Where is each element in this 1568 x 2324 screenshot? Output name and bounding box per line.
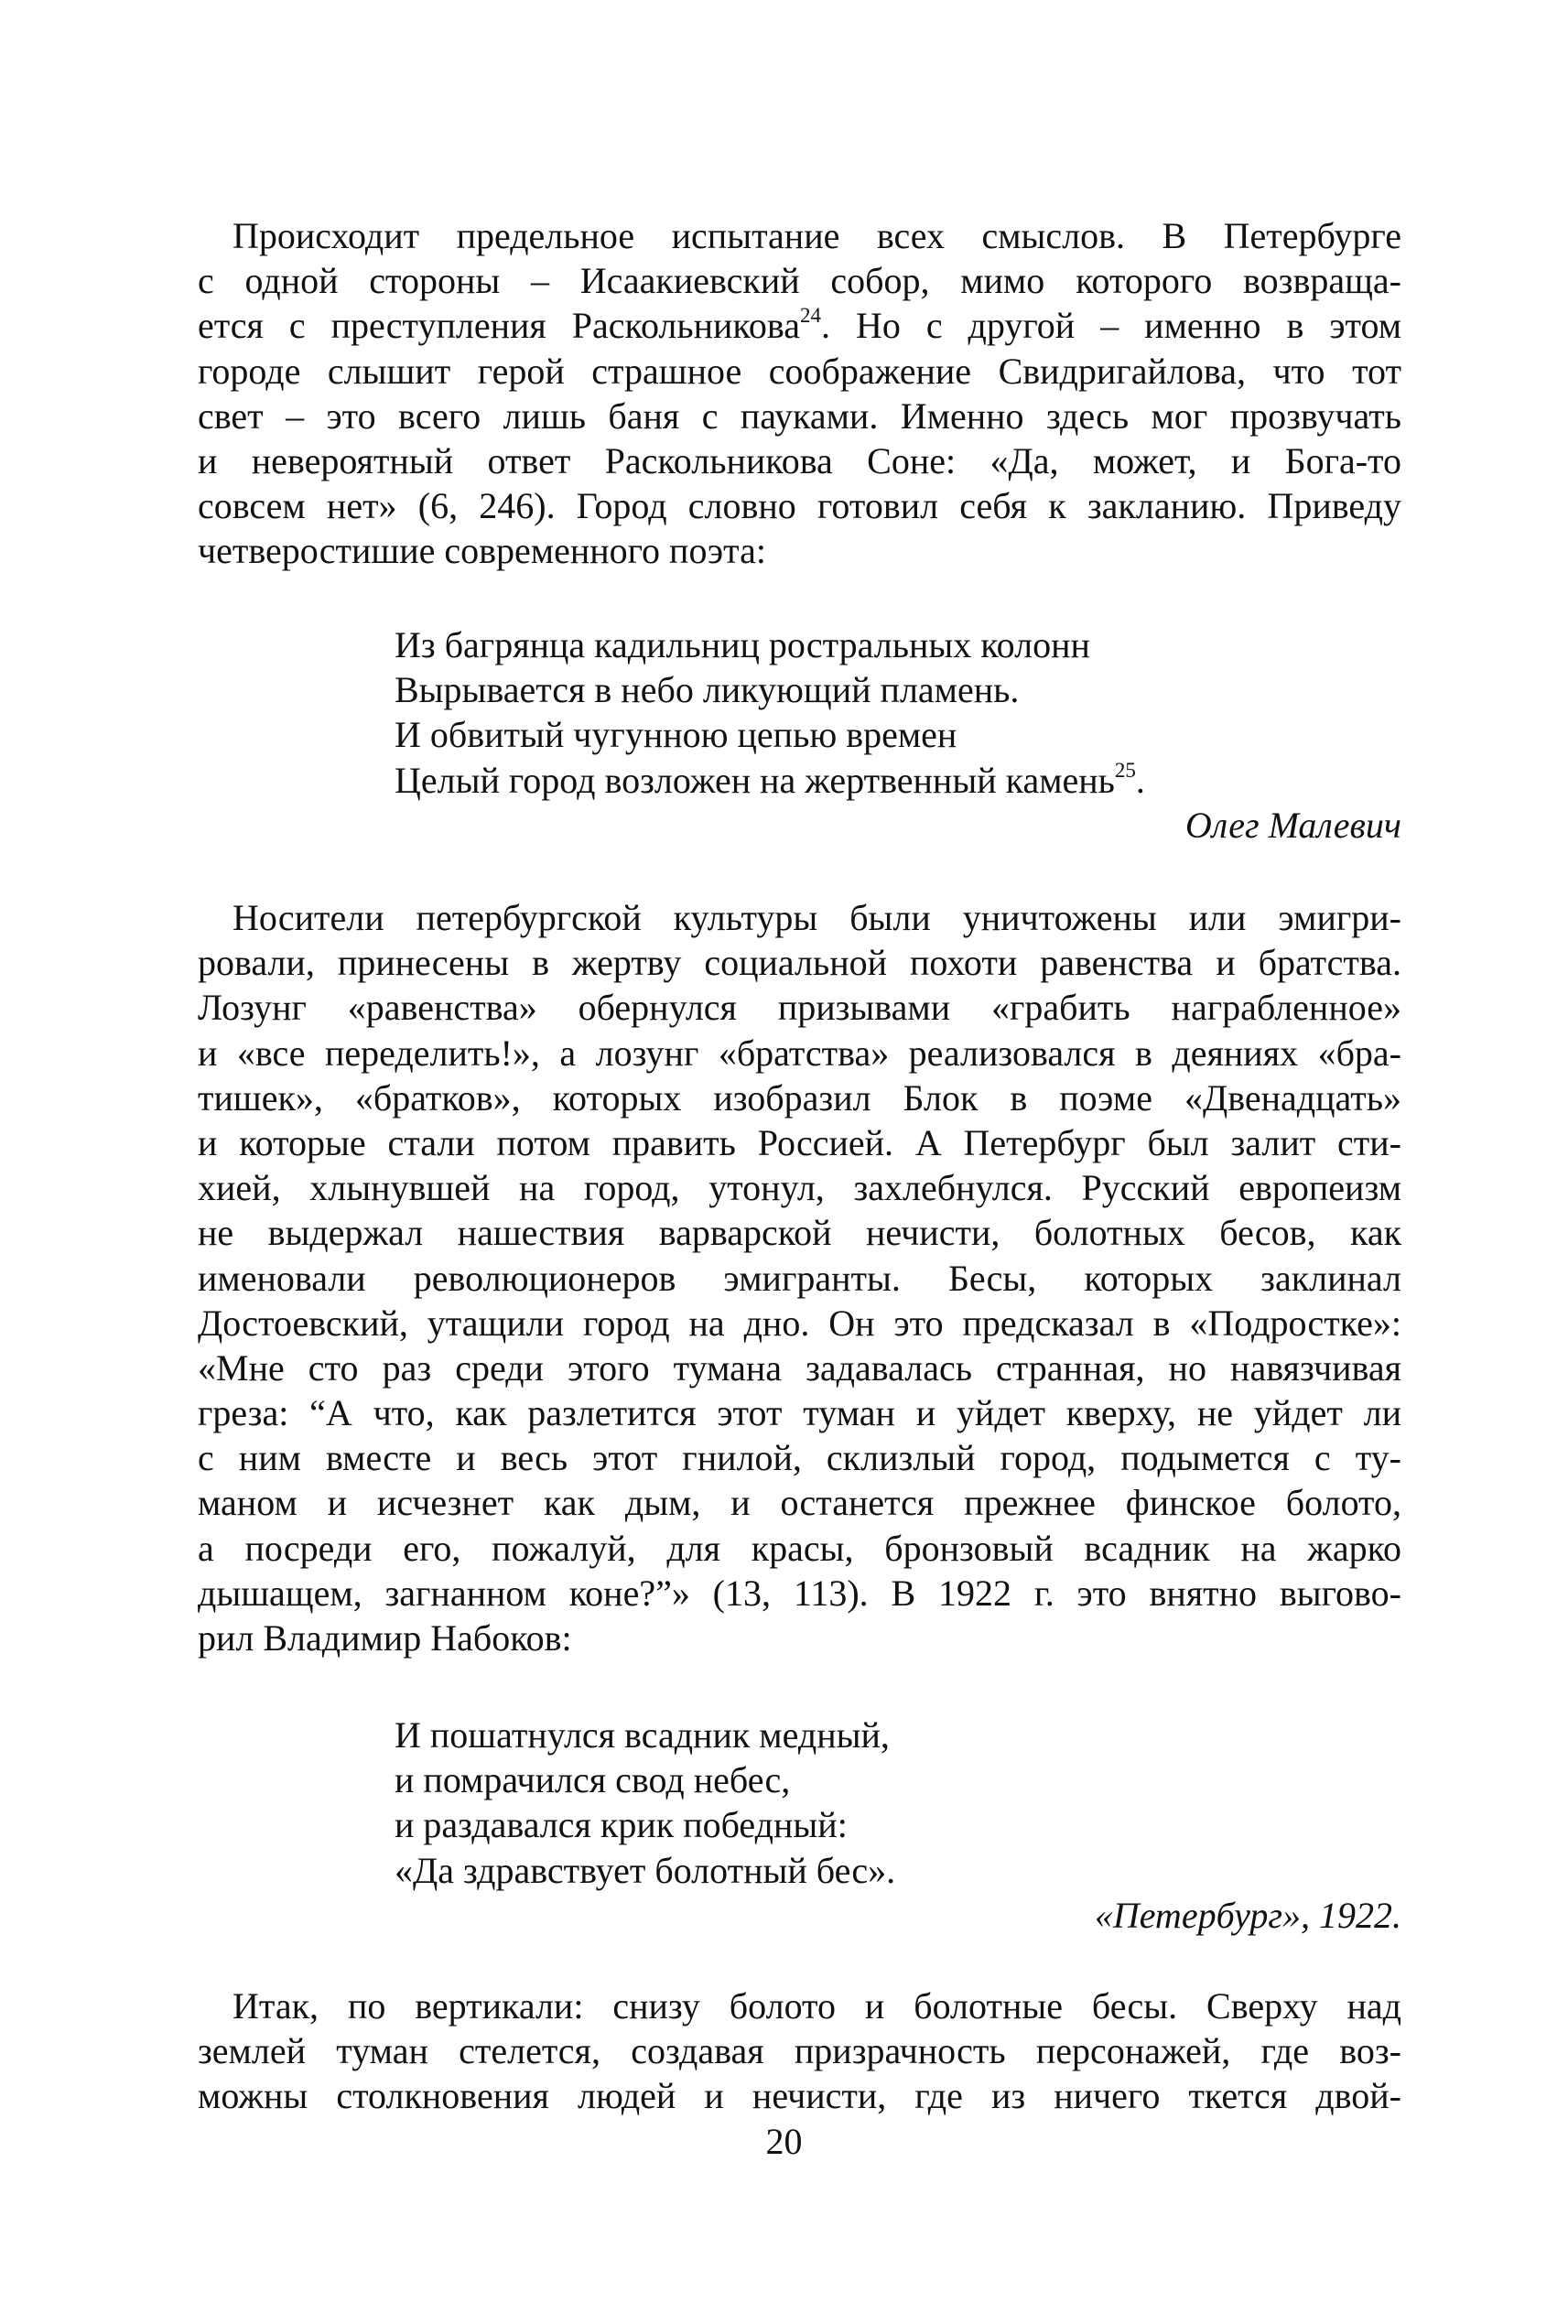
paragraph-line: а посреди его, пожалуй, для красы, бронзовый всадник на жарко (198, 1527, 1401, 1569)
paragraph-line: с одной стороны – Исаакиевский собор, мимо которого возвраща- (198, 260, 1401, 302)
verse-2 (395, 1713, 1401, 1893)
paragraph-line: можны столкновения людей и нечисти, где из ничего ткется двой- (198, 2075, 1401, 2117)
verse-line: и помрачился свод небес, (395, 1759, 791, 1801)
footnote-marker: 25 (1114, 758, 1136, 782)
paragraph-line: «Мне сто раз среди этого тумана задавалась странная, но навязчивая (198, 1346, 1401, 1389)
paragraph-line: не выдержал нашествия варварской нечисти, болотных бесов, как (198, 1212, 1401, 1254)
paragraph-line: совсем нет» (6, 246). Город словно готовил себя к закланию. Приведу (198, 485, 1401, 527)
paragraph-line: и которые стали потом править Россией. А Петербург был залит сти- (198, 1121, 1401, 1163)
paragraph-line: Достоевский, утащили город на дно. Он это предсказал в «Подростке»: (198, 1302, 1401, 1344)
paragraph-line: и невероятный ответ Раскольникова Соне: «Да, может, и Бога-то (198, 439, 1401, 481)
paragraph-line: греза: “А что, как разлетится этот туман и уйдет кверху, не уйдет ли (198, 1392, 1401, 1434)
paragraph-line: Носители петербургской культуры были уничтожены или эмигри- (232, 897, 1401, 938)
verse-line: И обвитый чугунною цепью времен (395, 714, 957, 756)
paragraph-line: Итак, по вертикали: снизу болото и болотные бесы. Сверху над (232, 1985, 1401, 2027)
verse-line: Целый город возложен на жертвенный камень$^{25}$. (395, 758, 1145, 801)
paragraph-line: рил Владимир Набоков: (198, 1617, 572, 1659)
verse-1 (395, 622, 1401, 803)
paragraph-line: тишек», «братков», которых изобразил Блок в поэме «Двенадцать» (198, 1076, 1401, 1119)
paragraph-line: дышащем, загнанном коне?”» (13, 113). В 1922 г. это внятно выгово- (198, 1572, 1401, 1614)
paragraph-line: ровали, принесены в жертву социальной похоти равенства и братства. (198, 942, 1401, 984)
verse-line: «Да здравствует болотный бес». (395, 1849, 896, 1891)
page-number: 20 (765, 2121, 803, 2162)
line-fragment: . Но с другой – именно в этом (820, 305, 1402, 347)
paragraph-line: Происходит предельное испытание всех смыслов. В Петербурге (232, 215, 1401, 256)
verse-line: И пошатнулся всадник медный, (395, 1714, 890, 1756)
paragraph-line: городе слышит герой страшное соображение Свидригайлова, что тот (198, 350, 1401, 392)
line-fragment: ется с преступления Раскольникова (198, 305, 800, 347)
paragraph-line (198, 303, 1401, 348)
verse-line: Из багрянца кадильниц ростральных колонн (395, 624, 1090, 665)
verse-line: Вырывается в небо ликующий пламень. (395, 669, 1020, 711)
paragraph-line: свет – это всего лишь баня с пауками. Именно здесь мог прозвучать (198, 395, 1401, 437)
footnote-marker: 24 (799, 304, 821, 328)
paragraph-1 (198, 213, 1401, 574)
paragraph-2 (198, 895, 1401, 1660)
verse-2-attribution: «Петербург», 1922. (1094, 1895, 1401, 1936)
paragraph-line: и «все переделить!», а лозунг «братства» реализовался в деяниях «бра- (198, 1032, 1401, 1074)
paragraph-line: хией, хлынувшей на город, утонул, захлебнулся. Русский европеизм (198, 1167, 1401, 1209)
paragraph-line: именовали революционеров эмигранты. Бесы, которых заклинал (198, 1257, 1401, 1299)
paragraph-line: землей туман стелется, создавая призрачность персонажей, где воз- (198, 2030, 1401, 2072)
paragraph-line: с ним вместе и весь этот гнилой, склизлый город, подымется с ту- (198, 1437, 1401, 1479)
paragraph-line: маном и исчезнет как дым, и останется прежнее финское болото, (198, 1482, 1401, 1524)
paragraph-3 (198, 1984, 1401, 2119)
paragraph-line: Лозунг «равенства» обернулся призывами «грабить награбленное» (198, 987, 1401, 1029)
paragraph-line: четверостишие современного поэта: (198, 530, 766, 572)
verse-line: и раздавался крик победный: (395, 1804, 848, 1846)
verse-1-attribution: Олег Малевич (1184, 805, 1401, 846)
line-fragment: Целый город возложен на жертвенный камень (395, 759, 1115, 801)
